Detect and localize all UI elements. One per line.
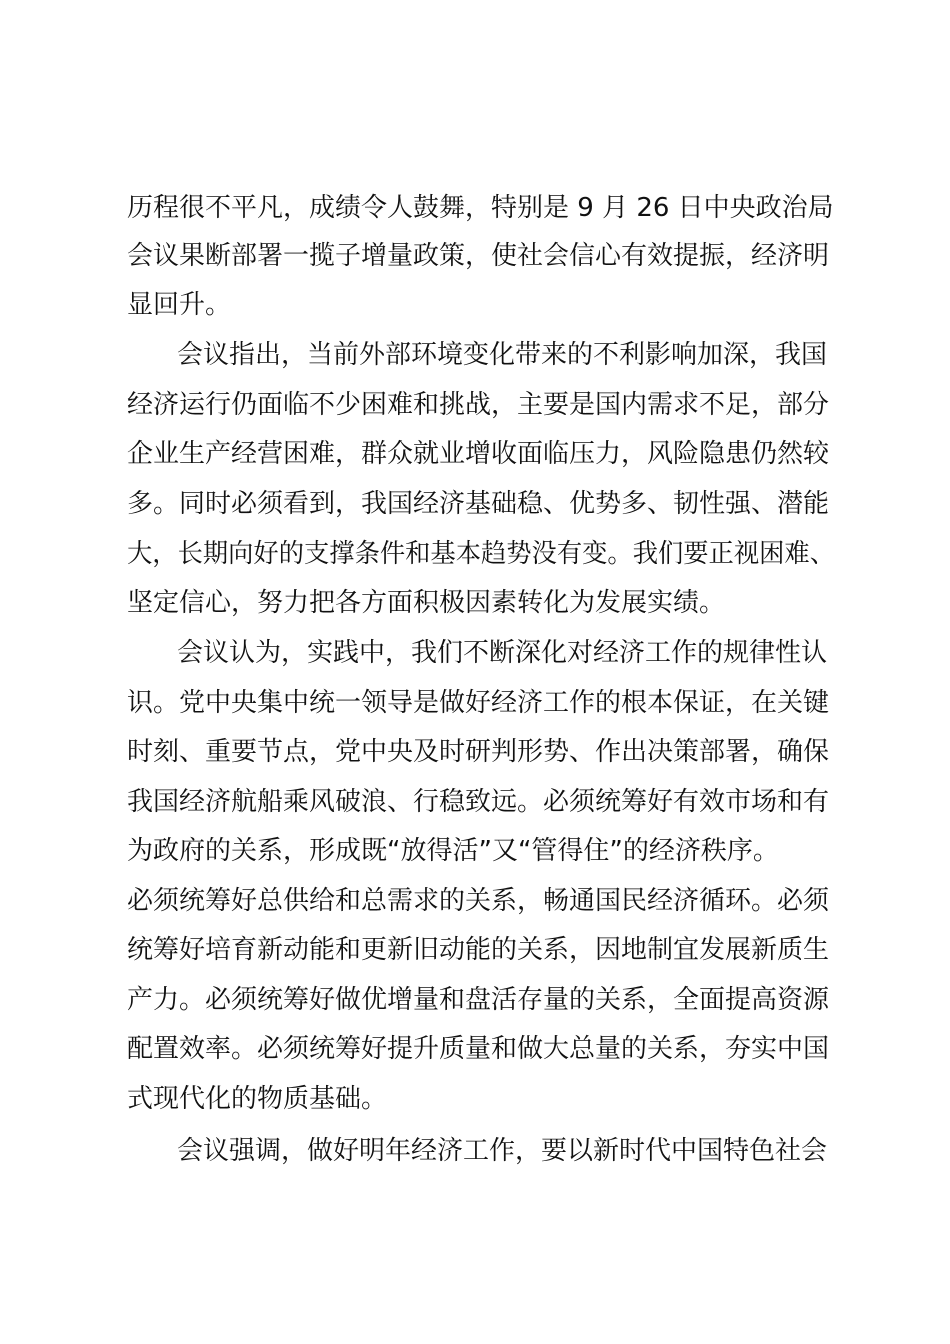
text-line: 配置效率。必须统筹好提升质量和做大总量的关系，夯实中国	[127, 1034, 830, 1064]
text-line: 会议认为，实践中，我们不断深化对经济工作的规律性认	[177, 638, 828, 668]
text-line: 识。党中央集中统一领导是做好经济工作的根本保证，在关键	[127, 688, 830, 718]
text-line: 为政府的关系，形成既“放得活”又“管得住”的经济秩序。	[127, 836, 779, 866]
text-line: 大，长期向好的支撑条件和基本趋势没有变。我们要正视困难、	[127, 539, 835, 569]
text-line: 多。同时必须看到，我国经济基础稳、优势多、韧性强、潜能	[127, 489, 830, 519]
text-line: 会议果断部署一揽子增量政策，使社会信心有效提振，经济明	[127, 241, 830, 271]
text-line: 式现代化的物质基础。	[127, 1084, 388, 1114]
text-line: 产力。必须统筹好做优增量和盘活存量的关系，全面提高资源	[127, 985, 830, 1015]
text-line: 企业生产经营困难，群众就业增收面临压力，风险隐患仍然较	[127, 439, 830, 469]
text-line: 必须统筹好总供给和总需求的关系，畅通国民经济循环。必须	[127, 886, 830, 916]
text-line: 显回升。	[127, 290, 232, 320]
text-line: 历程很不平凡，成绩令人鼓舞，特别是 9 月 26 日中央政治局	[127, 193, 834, 223]
text-line: 坚定信心，努力把各方面积极因素转化为发展实绩。	[127, 588, 726, 618]
text-line: 经济运行仍面临不少困难和挑战，主要是国内需求不足，部分	[127, 390, 830, 420]
text-line: 我国经济航船乘风破浪、行稳致远。必须统筹好有效市场和有	[127, 787, 830, 817]
text-line: 会议强调，做好明年经济工作，要以新时代中国特色社会	[177, 1136, 828, 1166]
text-line: 统筹好培育新动能和更新旧动能的关系，因地制宜发展新质生	[127, 935, 830, 965]
text-line: 时刻、重要节点，党中央及时研判形势、作出决策部署，确保	[127, 737, 830, 767]
text-line: 会议指出，当前外部环境变化带来的不利影响加深，我国	[177, 340, 828, 370]
